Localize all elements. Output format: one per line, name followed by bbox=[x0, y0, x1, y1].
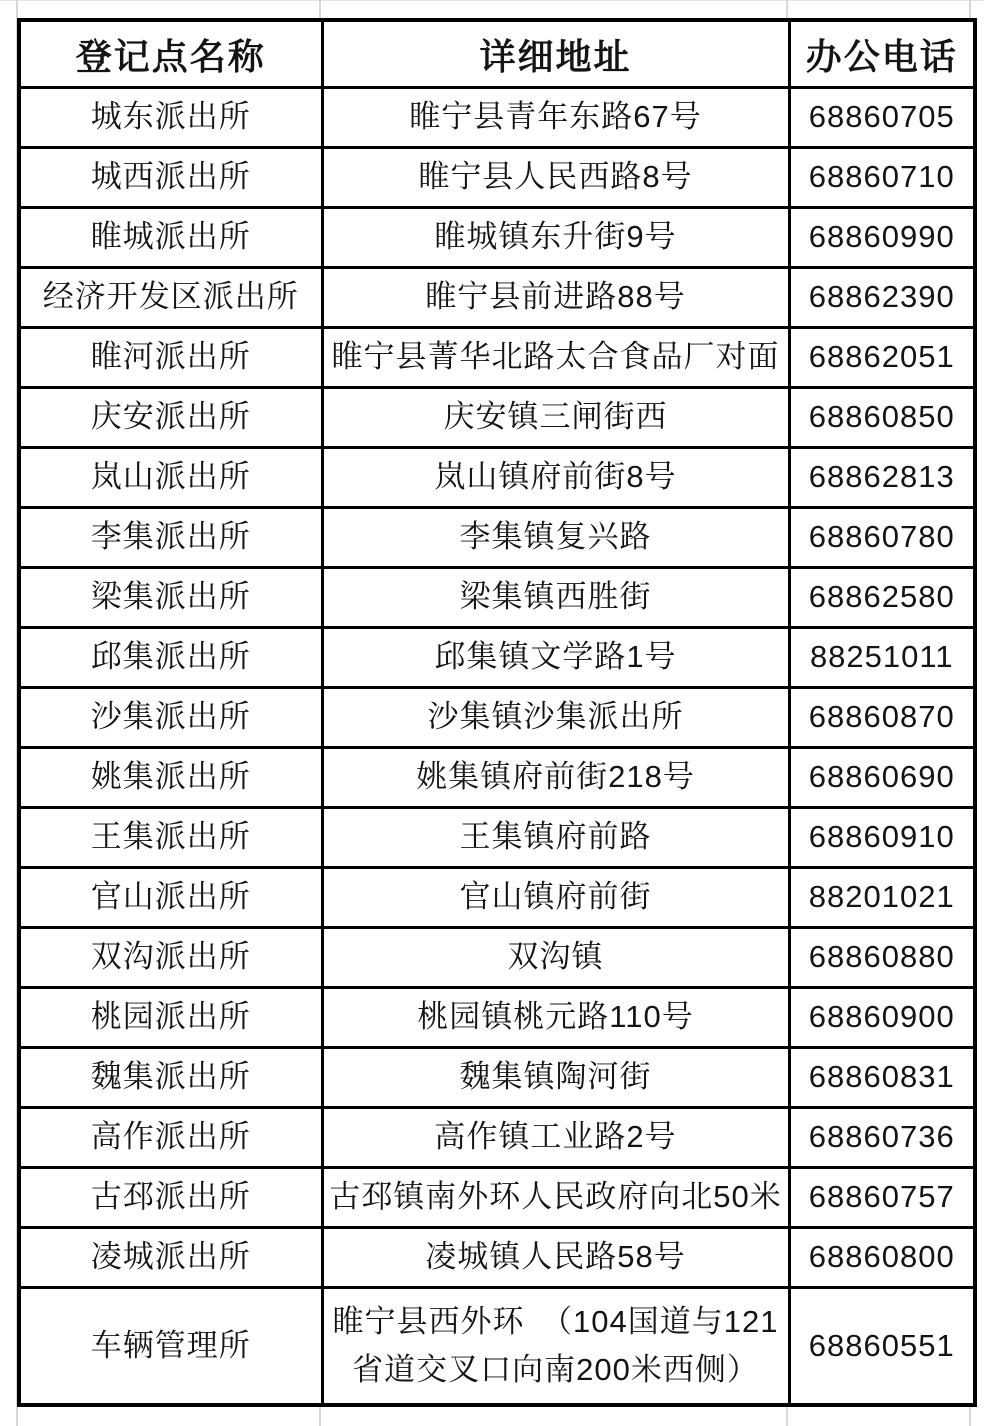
site-name-cell: 车辆管理所 bbox=[19, 1288, 322, 1406]
phone-cell: 68860880 bbox=[789, 928, 975, 988]
site-name-cell: 高作派出所 bbox=[19, 1108, 322, 1168]
table-row bbox=[19, 988, 975, 1048]
address-cell: 凌城镇人民路58号 bbox=[322, 1228, 789, 1288]
table-row bbox=[19, 508, 975, 568]
address-cell: 李集镇复兴路 bbox=[322, 508, 789, 568]
header-cell-address: 详细地址 bbox=[322, 20, 789, 88]
table-header bbox=[19, 20, 975, 88]
address-cell: 双沟镇 bbox=[322, 928, 789, 988]
site-name-cell: 桃园派出所 bbox=[19, 988, 322, 1048]
phone-cell: 88201021 bbox=[789, 868, 975, 928]
site-name-cell: 梁集派出所 bbox=[19, 568, 322, 628]
phone-cell: 68860705 bbox=[789, 88, 975, 148]
phone-cell: 68860780 bbox=[789, 508, 975, 568]
table-row bbox=[19, 568, 975, 628]
address-cell: 邱集镇文学路1号 bbox=[322, 628, 789, 688]
header-cell-site-name: 登记点名称 bbox=[19, 20, 322, 88]
phone-cell: 68862390 bbox=[789, 268, 975, 328]
address-cell: 睢宁县人民西路8号 bbox=[322, 148, 789, 208]
phone-cell: 88251011 bbox=[789, 628, 975, 688]
site-name-cell: 沙集派出所 bbox=[19, 688, 322, 748]
site-name-cell: 古邳派出所 bbox=[19, 1168, 322, 1228]
site-name-cell: 邱集派出所 bbox=[19, 628, 322, 688]
site-name-cell: 庆安派出所 bbox=[19, 388, 322, 448]
table-row bbox=[19, 1228, 975, 1288]
site-name-cell: 姚集派出所 bbox=[19, 748, 322, 808]
table-row bbox=[19, 748, 975, 808]
site-name-cell: 双沟派出所 bbox=[19, 928, 322, 988]
phone-cell: 68860757 bbox=[789, 1168, 975, 1228]
table-row bbox=[19, 1288, 975, 1406]
site-name-cell: 官山派出所 bbox=[19, 868, 322, 928]
phone-cell: 68860850 bbox=[789, 388, 975, 448]
phone-cell: 68862813 bbox=[789, 448, 975, 508]
phone-cell: 68862051 bbox=[789, 328, 975, 388]
table-body bbox=[19, 88, 975, 1406]
site-name-cell: 岚山派出所 bbox=[19, 448, 322, 508]
phone-cell: 68860736 bbox=[789, 1108, 975, 1168]
table-row bbox=[19, 808, 975, 868]
table-row bbox=[19, 88, 975, 148]
phone-cell: 68862580 bbox=[789, 568, 975, 628]
address-cell: 睢城镇东升街9号 bbox=[322, 208, 789, 268]
phone-cell: 68860710 bbox=[789, 148, 975, 208]
phone-cell: 68860800 bbox=[789, 1228, 975, 1288]
address-cell: 沙集镇沙集派出所 bbox=[322, 688, 789, 748]
address-cell: 睢宁县前进路88号 bbox=[322, 268, 789, 328]
address-cell: 梁集镇西胜街 bbox=[322, 568, 789, 628]
site-name-cell: 凌城派出所 bbox=[19, 1228, 322, 1288]
address-cell: 魏集镇陶河街 bbox=[322, 1048, 789, 1108]
table-row bbox=[19, 268, 975, 328]
address-cell: 睢宁县西外环 （104国道与121省道交叉口向南200米西侧） bbox=[322, 1288, 789, 1406]
site-name-cell: 睢河派出所 bbox=[19, 328, 322, 388]
address-cell: 古邳镇南外环人民政府向北50米 bbox=[322, 1168, 789, 1228]
table-row bbox=[19, 208, 975, 268]
address-cell: 岚山镇府前街8号 bbox=[322, 448, 789, 508]
address-cell: 桃园镇桃元路110号 bbox=[322, 988, 789, 1048]
table-row bbox=[19, 1048, 975, 1108]
phone-cell: 68860831 bbox=[789, 1048, 975, 1108]
address-cell: 姚集镇府前街218号 bbox=[322, 748, 789, 808]
site-name-cell: 王集派出所 bbox=[19, 808, 322, 868]
header-row bbox=[19, 20, 975, 88]
header-cell-phone: 办公电话 bbox=[789, 20, 975, 88]
site-name-cell: 李集派出所 bbox=[19, 508, 322, 568]
table-row bbox=[19, 628, 975, 688]
table-row bbox=[19, 1168, 975, 1228]
table-row bbox=[19, 928, 975, 988]
phone-cell: 68860690 bbox=[789, 748, 975, 808]
site-name-cell: 魏集派出所 bbox=[19, 1048, 322, 1108]
phone-cell: 68860551 bbox=[789, 1288, 975, 1406]
table-row bbox=[19, 328, 975, 388]
site-name-cell: 城东派出所 bbox=[19, 88, 322, 148]
phone-cell: 68860990 bbox=[789, 208, 975, 268]
table-row bbox=[19, 388, 975, 448]
address-cell: 睢宁县菁华北路太合食品厂对面 bbox=[322, 328, 789, 388]
table-row bbox=[19, 868, 975, 928]
address-cell: 高作镇工业路2号 bbox=[322, 1108, 789, 1168]
phone-cell: 68860900 bbox=[789, 988, 975, 1048]
table-row bbox=[19, 688, 975, 748]
address-cell: 庆安镇三闸街西 bbox=[322, 388, 789, 448]
table-row bbox=[19, 148, 975, 208]
site-name-cell: 经济开发区派出所 bbox=[19, 268, 322, 328]
registration-points-table bbox=[17, 18, 977, 1407]
phone-cell: 68860870 bbox=[789, 688, 975, 748]
table-row bbox=[19, 448, 975, 508]
phone-cell: 68860910 bbox=[789, 808, 975, 868]
address-cell: 王集镇府前路 bbox=[322, 808, 789, 868]
site-name-cell: 睢城派出所 bbox=[19, 208, 322, 268]
gridline-horizontal-top bbox=[0, 0, 984, 1]
address-cell: 官山镇府前街 bbox=[322, 868, 789, 928]
address-cell: 睢宁县青年东路67号 bbox=[322, 88, 789, 148]
site-name-cell: 城西派出所 bbox=[19, 148, 322, 208]
table-row bbox=[19, 1108, 975, 1168]
